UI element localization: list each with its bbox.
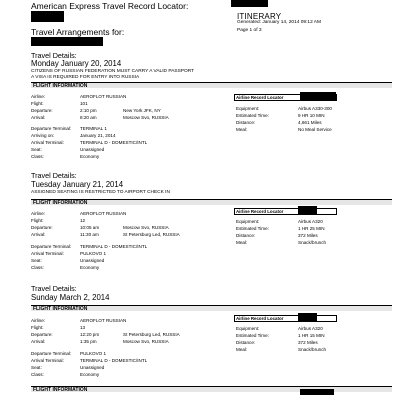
- seating-notice: ASSIGNED SEATING IS RESTRICTED TO AIRPORT CHECK IN: [31, 190, 170, 195]
- airline-record-locator-label: Airline Record Locator: [236, 209, 284, 214]
- redacted-block: [31, 11, 64, 22]
- redacted-airline-locator: [298, 206, 317, 215]
- segment-date: Sunday March 2, 2014: [31, 293, 110, 302]
- travel-details-label: Travel Details:: [31, 284, 77, 293]
- page-number: Page 1 of 3: [237, 28, 262, 33]
- travel-details-label: Travel Details:: [31, 171, 77, 180]
- flight-information-bar: FLIGHT INFORMATION: [31, 82, 392, 88]
- redacted-airline-locator: [300, 389, 334, 395]
- itinerary-heading: ITINERARY: [237, 12, 282, 21]
- travel-arrangements-label: Travel Arrangements for:: [31, 27, 125, 37]
- airline-record-locator-box: [234, 208, 337, 215]
- flight-information-bar: FLIGHT INFORMATION: [31, 305, 392, 311]
- travel-details-label: Travel Details:: [31, 51, 77, 60]
- redacted-traveler-name: [31, 37, 103, 46]
- passport-notice: CITIZENS OF RUSSIAN FEDERATION MUST CARRY A VALID PASSPORT: [31, 69, 195, 74]
- airline-record-locator-label: Airline Record Locator: [236, 95, 284, 100]
- flight-information-bar: FLIGHT INFORMATION: [31, 199, 392, 205]
- redacted-airline-locator: [300, 92, 336, 101]
- airline-record-locator-box: [234, 315, 337, 322]
- segment-date: Monday January 20, 2014: [31, 59, 122, 68]
- airline-record-locator-label: Airline Record Locator: [236, 316, 284, 321]
- redacted-airline-locator: [298, 313, 317, 322]
- segment-date: Tuesday January 21, 2014: [31, 180, 124, 189]
- record-locator-title: American Express Travel Record Locator:: [31, 1, 189, 11]
- redacted-record-locator: [231, 0, 268, 7]
- flight-information-bar: FLIGHT INFORMATION: [31, 386, 392, 392]
- visa-notice: A VISA IS REQUIRED FOR ENTRY INTO RUSSIA: [31, 75, 140, 80]
- generated-timestamp: Generated: January 14, 2014 09:12 AM: [237, 20, 322, 25]
